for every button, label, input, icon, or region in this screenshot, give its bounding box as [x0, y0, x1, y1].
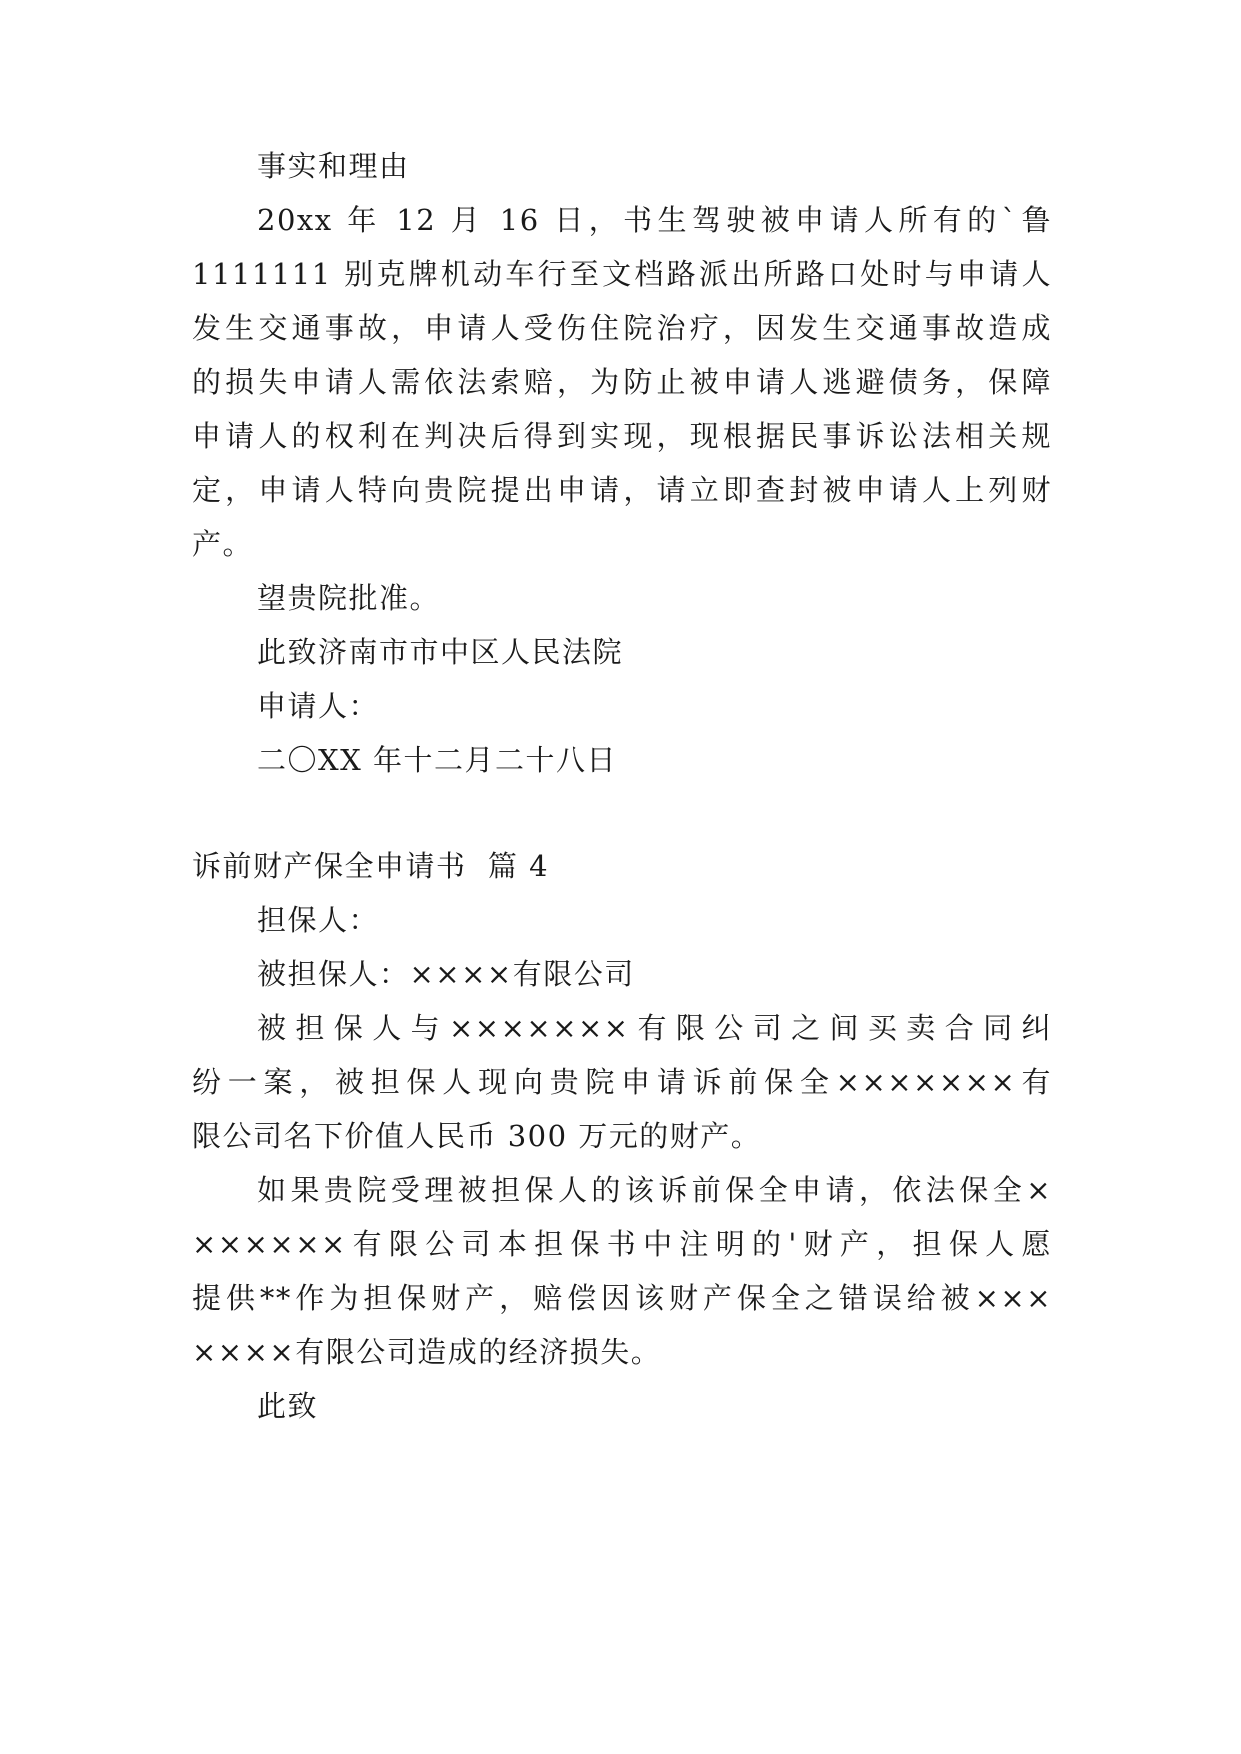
- para1-line: 发生交通事故，申请人受伤住院治疗，因发生交通事故造成: [192, 311, 1052, 345]
- applicant-label: 申请人：: [257, 689, 380, 723]
- para1-line: 定，申请人特向贵院提出申请，请立即查封被申请人上列财: [192, 473, 1052, 507]
- heading-facts: 事实和理由: [257, 149, 410, 183]
- closing-line: 此致: [257, 1389, 319, 1423]
- section-title: 诉前财产保全申请书 篇 4: [192, 849, 550, 883]
- para1-line: 申请人的权利在判决后得到实现，现根据民事诉讼法相关规: [192, 419, 1052, 453]
- para3-line: 提供**作为担保财产，赔偿因该财产保全之错误给被×××: [192, 1281, 1052, 1315]
- para2-line: 被担保人与×××××××有限公司之间买卖合同纠: [257, 1011, 1052, 1045]
- para3-line: 如果贵院受理被担保人的该诉前保全申请，依法保全×: [257, 1173, 1052, 1207]
- para1-line: 1111111 别克牌机动车行至文档路派出所路口处时与申请人: [192, 257, 1052, 291]
- para1-line: 产。: [192, 527, 254, 561]
- date-line: 二〇XX 年十二月二十八日: [257, 743, 618, 777]
- para3-line: ××××××有限公司本担保书中注明的'财产，担保人愿: [192, 1227, 1052, 1261]
- para1-line: 的损失申请人需依法索赔，为防止被申请人逃避债务，保障: [192, 365, 1052, 399]
- guaranteed-party: 被担保人：××××有限公司: [257, 957, 635, 991]
- para2-line: 纷一案，被担保人现向贵院申请诉前保全×××××××有: [192, 1065, 1052, 1099]
- para3-line: ××××有限公司造成的经济损失。: [192, 1335, 662, 1369]
- request-line: 望贵院批准。: [257, 581, 441, 615]
- guarantor-label: 担保人：: [257, 903, 380, 937]
- para1-line: 20xx 年 12 月 16 日，书生驾驶被申请人所有的`鲁: [257, 203, 1052, 237]
- addressee-line: 此致济南市市中区人民法院: [257, 635, 624, 669]
- para2-line: 限公司名下价值人民币 300 万元的财产。: [192, 1119, 762, 1153]
